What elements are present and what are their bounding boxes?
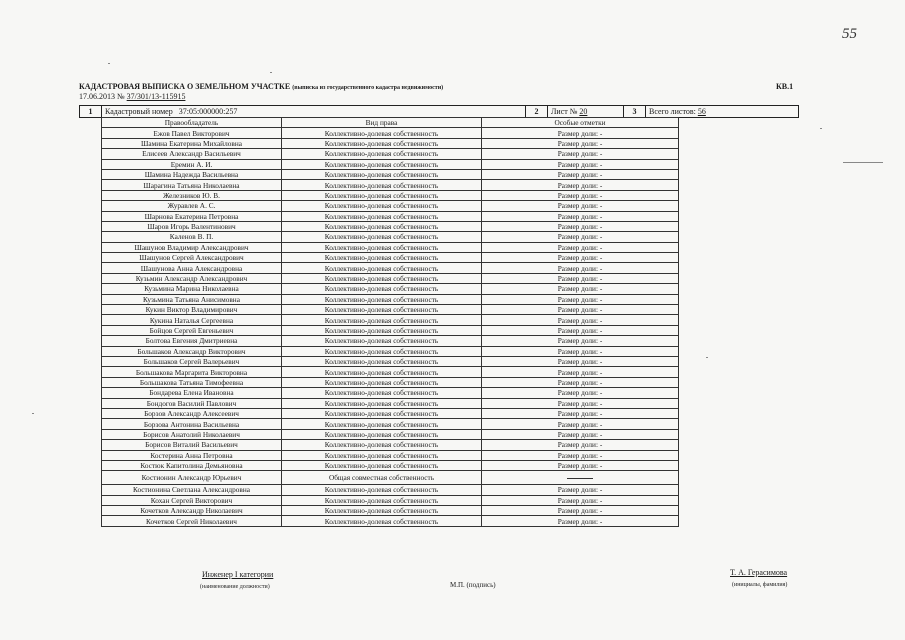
table-row xyxy=(102,273,679,283)
right-type-cell: Коллективно-долевая собственность xyxy=(282,190,482,200)
right-type-cell: Коллективно-долевая собственность xyxy=(282,408,482,418)
note-cell: Размер доли: - xyxy=(482,450,679,460)
sheet-index: 2 xyxy=(526,106,548,118)
form-code: КВ.1 xyxy=(776,82,794,91)
total-sheets-label: Всего листов: xyxy=(649,107,696,116)
right-type-cell: Коллективно-долевая собственность xyxy=(282,201,482,211)
table-row xyxy=(102,253,679,263)
column-header-notes: Особые отметки xyxy=(482,118,679,128)
note-cell: Размер доли: - xyxy=(482,294,679,304)
document-date-line xyxy=(79,92,185,101)
owner-cell: Кочетков Александр Николаевич xyxy=(102,506,282,516)
note-cell: Размер доли: - xyxy=(482,485,679,495)
right-type-cell: Коллективно-долевая собственность xyxy=(282,506,482,516)
total-sheets-cell xyxy=(646,106,799,118)
table-row xyxy=(102,450,679,460)
signatory-name-wrap xyxy=(730,568,787,577)
right-type-cell: Коллективно-долевая собственность xyxy=(282,419,482,429)
note-cell: Размер доли: - xyxy=(482,263,679,273)
note-cell: Размер доли: - xyxy=(482,201,679,211)
owner-cell: Еремин А. И. xyxy=(102,159,282,169)
right-type-cell: Коллективно-долевая собственность xyxy=(282,128,482,138)
note-cell: Размер доли: - xyxy=(482,408,679,418)
note-cell: Размер доли: - xyxy=(482,336,679,346)
stamp-signature: М.П. (подпись) xyxy=(450,581,496,589)
table-row xyxy=(102,516,679,526)
owner-cell: Борзов Александр Алексеевич xyxy=(102,408,282,418)
right-type-cell: Коллективно-долевая собственность xyxy=(282,377,482,387)
table-row xyxy=(102,471,679,485)
table-row xyxy=(102,408,679,418)
right-type-cell: Коллективно-долевая собственность xyxy=(282,367,482,377)
note-cell: Размер доли: - xyxy=(482,388,679,398)
table-row xyxy=(102,305,679,315)
right-type-cell: Коллективно-долевая собственность xyxy=(282,516,482,526)
table-row xyxy=(102,138,679,148)
owners-table-header xyxy=(102,118,679,128)
note-cell: Размер доли: - xyxy=(482,506,679,516)
right-type-cell: Коллективно-долевая собственность xyxy=(282,232,482,242)
table-row xyxy=(102,294,679,304)
scan-speck xyxy=(820,128,822,129)
page-number: 55 xyxy=(842,26,857,42)
scan-speck xyxy=(706,357,708,358)
right-type-cell: Коллективно-долевая собственность xyxy=(282,336,482,346)
owner-cell: Бондарева Елена Ивановна xyxy=(102,388,282,398)
right-type-cell: Коллективно-долевая собственность xyxy=(282,495,482,505)
right-type-cell: Коллективно-долевая собственность xyxy=(282,149,482,159)
note-cell: Размер доли: - xyxy=(482,495,679,505)
right-type-cell: Коллективно-долевая собственность xyxy=(282,388,482,398)
owner-cell: Шаров Игорь Валентинович xyxy=(102,221,282,231)
signatory-position xyxy=(202,570,273,579)
table-row xyxy=(102,232,679,242)
owner-cell: Костюк Капитолина Демьяновна xyxy=(102,460,282,470)
document-date: 17.06.2013 № xyxy=(79,92,125,101)
right-type-cell: Коллективно-долевая собственность xyxy=(282,273,482,283)
owner-cell: Борисов Анатолий Николаевич xyxy=(102,429,282,439)
table-row xyxy=(102,201,679,211)
name-caption: (инициалы, фамилия) xyxy=(732,582,788,588)
document-title xyxy=(79,82,443,91)
scan-speck xyxy=(108,63,110,64)
owner-cell: Елисеев Александр Васильевич xyxy=(102,149,282,159)
owner-cell: Журавлев А. С. xyxy=(102,201,282,211)
note-cell: Размер доли: - xyxy=(482,190,679,200)
right-type-cell: Коллективно-долевая собственность xyxy=(282,211,482,221)
owners-table-body xyxy=(102,128,679,526)
cadastral-number-label: Кадастровый номер xyxy=(105,107,173,116)
owner-cell: Большаков Александр Викторович xyxy=(102,346,282,356)
right-type-cell: Коллективно-долевая собственность xyxy=(282,138,482,148)
document-subtitle: (выписка из государственного кадастра недвижимости) xyxy=(292,85,444,91)
table-row xyxy=(102,315,679,325)
scan-speck xyxy=(270,72,272,73)
note-cell: Размер доли: - xyxy=(482,377,679,387)
owner-cell: Бойцов Сергей Евгеньевич xyxy=(102,325,282,335)
owner-cell: Шарагина Татьяна Николаевна xyxy=(102,180,282,190)
right-type-cell: Коллективно-долевая собственность xyxy=(282,346,482,356)
owner-cell: Кукина Наталья Сергеевна xyxy=(102,315,282,325)
table-row xyxy=(102,440,679,450)
owner-cell: Костионин Александр Юрьевич xyxy=(102,471,282,485)
table-row xyxy=(102,211,679,221)
note-cell: Размер доли: - xyxy=(482,138,679,148)
owner-cell: Большаков Сергей Валерьевич xyxy=(102,356,282,366)
table-row xyxy=(102,388,679,398)
note-cell: Размер доли: - xyxy=(482,516,679,526)
owner-cell: Шарнова Екатерина Петровна xyxy=(102,211,282,221)
note-cell: Размер доли: - xyxy=(482,180,679,190)
table-row xyxy=(102,460,679,470)
note-cell: Размер доли: - xyxy=(482,242,679,252)
owner-cell: Кузьмин Александр Александрович xyxy=(102,273,282,283)
right-type-cell: Коллективно-долевая собственность xyxy=(282,221,482,231)
scan-speck xyxy=(843,162,883,163)
note-cell: Размер доли: - xyxy=(482,356,679,366)
table-row xyxy=(102,346,679,356)
note-cell: Размер доли: - xyxy=(482,315,679,325)
owner-cell: Борзова Антонина Васильевна xyxy=(102,419,282,429)
note-cell xyxy=(482,471,679,485)
table-row xyxy=(102,336,679,346)
note-cell: Размер доли: - xyxy=(482,169,679,179)
note-cell: Размер доли: - xyxy=(482,128,679,138)
position-caption-wrap xyxy=(200,584,270,590)
document-title-main: КАДАСТРОВАЯ ВЫПИСКА О ЗЕМЕЛЬНОМ УЧАСТКЕ xyxy=(79,82,291,91)
right-type-cell: Коллективно-долевая собственность xyxy=(282,460,482,470)
table-row xyxy=(102,398,679,408)
sheet-value: 20 xyxy=(579,107,588,116)
owner-cell: Кузьмина Татьяна Анисимовна xyxy=(102,294,282,304)
note-cell: Размер доли: - xyxy=(482,440,679,450)
table-row xyxy=(102,356,679,366)
table-row xyxy=(102,242,679,252)
note-cell: Размер доли: - xyxy=(482,460,679,470)
scan-speck xyxy=(32,413,34,414)
sheet-label: Лист № xyxy=(551,107,578,116)
note-cell: Размер доли: - xyxy=(482,159,679,169)
table-row xyxy=(102,149,679,159)
owner-cell: Шашунов Владимир Александрович xyxy=(102,242,282,252)
table-row xyxy=(102,128,679,138)
owner-cell: Костерина Анна Петровна xyxy=(102,450,282,460)
column-header-owner: Правообладатель xyxy=(102,118,282,128)
table-row xyxy=(102,419,679,429)
owner-cell: Кукин Виктор Владимирович xyxy=(102,305,282,315)
owner-cell: Кочетков Сергей Николаевич xyxy=(102,516,282,526)
right-type-cell: Коллективно-долевая собственность xyxy=(282,180,482,190)
note-cell: Размер доли: - xyxy=(482,305,679,315)
note-cell: Размер доли: - xyxy=(482,419,679,429)
note-cell: Размер доли: - xyxy=(482,398,679,408)
note-cell: Размер доли: - xyxy=(482,367,679,377)
table-row xyxy=(102,221,679,231)
table-row xyxy=(102,429,679,439)
owner-cell: Костионина Светлана Александровна xyxy=(102,485,282,495)
table-row xyxy=(102,367,679,377)
signatory-name: Т. А. Герасимова xyxy=(730,568,788,577)
cadastral-number-cell xyxy=(102,106,526,118)
right-type-cell: Коллективно-долевая собственность xyxy=(282,356,482,366)
note-cell: Размер доли: - xyxy=(482,232,679,242)
right-type-cell: Коллективно-долевая собственность xyxy=(282,450,482,460)
right-type-cell: Коллективно-долевая собственность xyxy=(282,440,482,450)
right-type-cell: Коллективно-долевая собственность xyxy=(282,294,482,304)
right-type-cell: Коллективно-долевая собственность xyxy=(282,315,482,325)
table-row xyxy=(102,485,679,495)
table-row xyxy=(102,263,679,273)
table-row xyxy=(102,190,679,200)
table-row xyxy=(102,377,679,387)
table-row xyxy=(102,169,679,179)
note-cell: Размер доли: - xyxy=(482,149,679,159)
section-number: 1 xyxy=(80,106,102,118)
note-cell: Размер доли: - xyxy=(482,346,679,356)
empty-note-dash xyxy=(567,478,593,479)
right-type-cell: Коллективно-долевая собственность xyxy=(282,429,482,439)
right-type-cell: Коллективно-долевая собственность xyxy=(282,253,482,263)
registration-number: 37/301/13-115915 xyxy=(126,92,186,101)
note-cell: Размер доли: - xyxy=(482,273,679,283)
owner-cell: Шамина Надежда Васильевна xyxy=(102,169,282,179)
total-index: 3 xyxy=(624,106,646,118)
right-type-cell: Коллективно-долевая собственность xyxy=(282,242,482,252)
note-cell: Размер доли: - xyxy=(482,221,679,231)
right-type-cell: Коллективно-долевая собственность xyxy=(282,169,482,179)
table-row xyxy=(102,325,679,335)
column-header-right-type: Вид права xyxy=(282,118,482,128)
table-row xyxy=(102,159,679,169)
right-type-cell: Коллективно-долевая собственность xyxy=(282,305,482,315)
owner-cell: Железников Ю. В. xyxy=(102,190,282,200)
owner-cell: Каленов В. П. xyxy=(102,232,282,242)
owner-cell: Ежов Павел Викторович xyxy=(102,128,282,138)
table-row xyxy=(102,180,679,190)
cadastral-number: 37:05:000000:257 xyxy=(178,107,238,116)
sheet-number-cell xyxy=(548,106,624,118)
position-caption: (наименование должности) xyxy=(200,584,270,590)
owner-cell: Бондогов Василий Павлович xyxy=(102,398,282,408)
owner-cell: Большакова Татьяна Тимофеевна xyxy=(102,377,282,387)
owner-cell: Шашунова Анна Александровна xyxy=(102,263,282,273)
owner-cell: Кохан Сергей Викторович xyxy=(102,495,282,505)
table-row xyxy=(102,284,679,294)
note-cell: Размер доли: - xyxy=(482,253,679,263)
owner-cell: Кузьмина Марина Николаевна xyxy=(102,284,282,294)
owner-cell: Борисов Виталий Васильевич xyxy=(102,440,282,450)
note-cell: Размер доли: - xyxy=(482,325,679,335)
right-type-cell: Коллективно-долевая собственность xyxy=(282,485,482,495)
name-caption-wrap xyxy=(732,582,787,588)
owner-cell: Шамина Екатерина Михайловна xyxy=(102,138,282,148)
right-type-cell: Коллективно-долевая собственность xyxy=(282,398,482,408)
right-type-cell: Общая совместная собственность xyxy=(282,471,482,485)
note-cell: Размер доли: - xyxy=(482,211,679,221)
owner-cell: Болтова Евгения Дмитриевна xyxy=(102,336,282,346)
right-type-cell: Коллективно-долевая собственность xyxy=(282,284,482,294)
note-cell: Размер доли: - xyxy=(482,429,679,439)
owner-cell: Шашунов Сергей Александрович xyxy=(102,253,282,263)
total-sheets-value: 56 xyxy=(697,107,706,116)
right-type-cell: Коллективно-долевая собственность xyxy=(282,263,482,273)
table-row xyxy=(102,506,679,516)
right-type-cell: Коллективно-долевая собственность xyxy=(282,159,482,169)
position-title: Инженер I категории xyxy=(202,570,274,579)
owner-cell: Большакова Маргарита Викторовна xyxy=(102,367,282,377)
note-cell: Размер доли: - xyxy=(482,284,679,294)
table-row xyxy=(102,495,679,505)
owners-table xyxy=(101,117,679,527)
right-type-cell: Коллективно-долевая собственность xyxy=(282,325,482,335)
